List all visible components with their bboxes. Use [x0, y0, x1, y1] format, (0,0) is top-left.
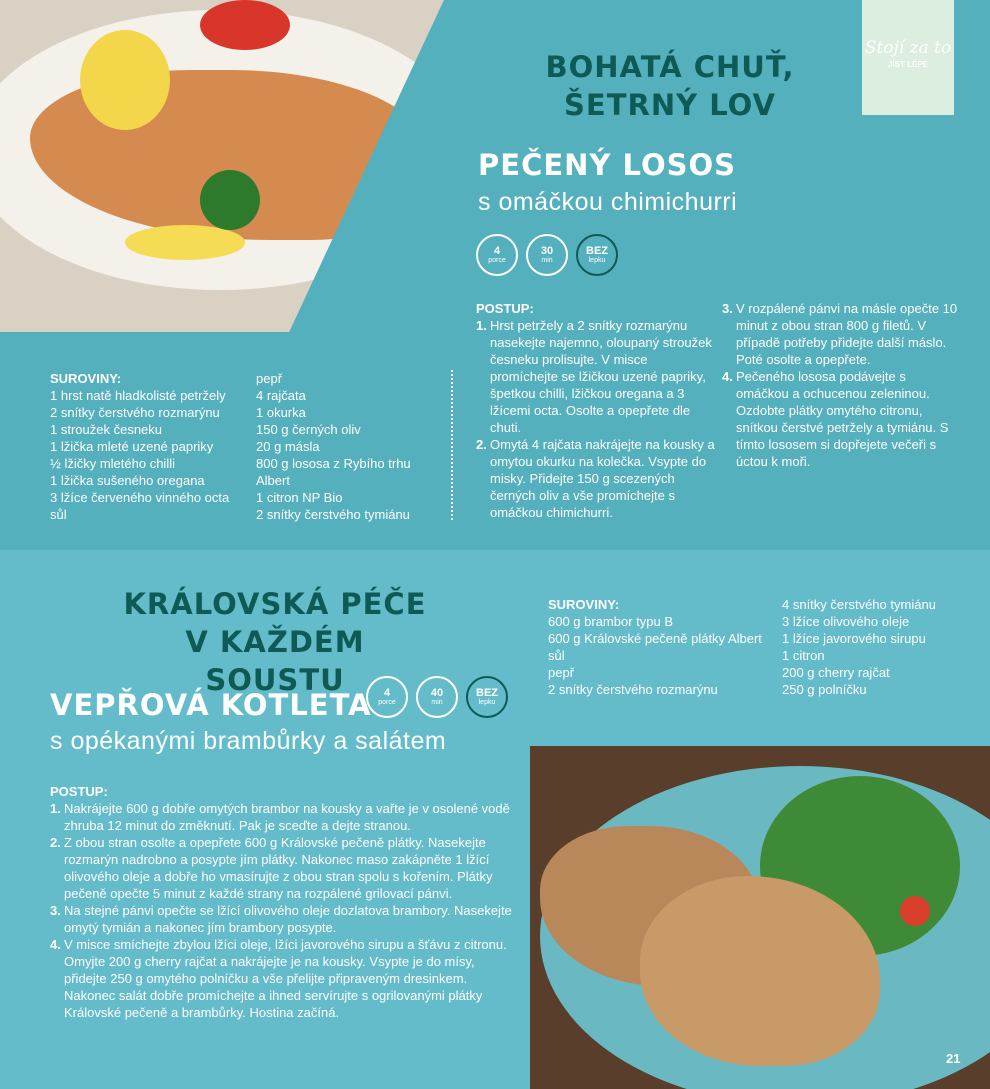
pork-ingredients-col1: [548, 596, 778, 698]
ingredient-item: 2 snítky čerstvého rozmarýnu: [50, 405, 220, 420]
step-item: [50, 936, 520, 1021]
ingredient-item: 600 g brambor typu B: [548, 614, 674, 629]
time-circle: 30 min: [526, 234, 568, 276]
step-number: 3.: [50, 903, 61, 918]
step-item: [50, 834, 520, 902]
step-number: 2.: [476, 437, 487, 452]
step-number: 2.: [50, 835, 61, 850]
step-text: Nakrájejte 600 g dobře omytých brambor na kousky a vařte je v osolené vodě zhruba 12 minut do změknutí. Pak je sceďte a dejte stranou.: [64, 801, 510, 833]
step-number: 1.: [476, 318, 487, 333]
ingredient-item: 250 g polníčku: [782, 682, 867, 697]
servings-circle: 4 porce: [366, 676, 408, 718]
ingredient-item: 1 citron: [782, 648, 825, 663]
pork-title: VEPŘOVÁ KOTLETA: [50, 688, 372, 722]
salmon-ingredients-col2: [256, 370, 436, 523]
time-circle: 40 min: [416, 676, 458, 718]
pork-info-circles: [366, 676, 508, 718]
salmon-steps-col2: [722, 300, 962, 470]
badge-line1: Stojí za to: [864, 38, 952, 58]
salmon-subtitle: s omáčkou chimichurri: [478, 188, 738, 216]
ingredient-item: 1 hrst natě hladkolisté petržely: [50, 388, 226, 403]
pork-header-line2: V KAŽDÉM SOUSTU: [185, 625, 365, 697]
step-text: Hrst petržely a 2 snítky rozmarýnu nasekejte najemno, oloupaný stroužek česneku prolisujte. V misce promíchejte se lžičkou uzené papriky, špetkou chilli, lžičkou oregana a 3 lžícemi octa. Osolte a opepřete dle chuti.: [490, 318, 712, 435]
salmon-header: [540, 48, 800, 124]
gluten-free-circle: BEZ lepku: [576, 234, 618, 276]
step-text: V misce smíchejte zbylou lžíci oleje, lžíci javorového sirupu a šťávu z citronu. Omyjte 200 g cherry rajčat a nakrájejte je na kousky. Vsypte je do mísy, přidejte 250 g omytého polníčku a vše přelijte připraveným dresinkem. Nakonec salát dobře promíchejte a ihned servírujte s ogrilovanými plátky Královské pečeně a brambůrky. Hostina začíná.: [64, 937, 507, 1020]
ingredient-item: 3 lžíce olivového oleje: [782, 614, 910, 629]
ingredient-item: 4 rajčata: [256, 388, 306, 403]
ingredient-item: 1 citron NP Bio: [256, 490, 343, 505]
step-number: 4.: [50, 937, 61, 952]
ingredient-item: 1 lžička mleté uzené papriky: [50, 439, 214, 454]
ingredient-item: 1 stroužek česneku: [50, 422, 163, 437]
ingredient-item: 1 lžíce javorového sirupu: [782, 631, 926, 646]
pork-photo: [530, 746, 990, 1089]
ingredient-item: pepř: [256, 371, 283, 386]
gluten-free-circle: BEZ lepku: [466, 676, 508, 718]
ingredient-item: 4 snítky čerstvého tymiánu: [782, 597, 936, 612]
ingredient-item: 3 lžíce červeného vinného octa: [50, 490, 230, 505]
step-item: [722, 368, 962, 470]
ingredient-item: 800 g lososa z Rybího trhu Albert: [256, 456, 411, 488]
servings-circle: 4 porce: [476, 234, 518, 276]
ingredient-item: sůl: [548, 648, 565, 663]
ingredient-item: 150 g černých oliv: [256, 422, 361, 437]
salmon-steps-col1: [476, 300, 716, 521]
step-text: Na stejné pánvi opečte se lžící olivového oleje dozlatova brambory. Nasekejte omytý tymián a nakonec jím brambory posypte.: [64, 903, 512, 935]
ingredient-item: ½ lžičky mletého chilli: [50, 456, 175, 471]
pork-ingredients-col2: [782, 596, 982, 698]
salmon-title: PEČENÝ LOSOS: [478, 148, 737, 182]
ingredient-item: 2 snítky čerstvého tymiánu: [256, 507, 410, 522]
step-number: 3.: [722, 301, 733, 316]
ingredient-item: 1 lžička sušeného oregana: [50, 473, 205, 488]
steps-label: POSTUP:: [476, 301, 534, 316]
salmon-info-circles: [476, 234, 618, 276]
pork-header-line1: KRÁLOVSKÁ PÉČE: [123, 587, 427, 621]
pork-subtitle: s opékanými brambůrky a salátem: [50, 727, 447, 755]
step-item: [50, 902, 520, 936]
salmon-ingredients-col1: [50, 370, 260, 523]
dotted-divider: [451, 370, 453, 520]
badge-line2: JÍST LÉPE: [887, 60, 928, 69]
pork-steps: [50, 783, 520, 1021]
step-number: 1.: [50, 801, 61, 816]
ingredients-label: SUROVINY:: [548, 597, 620, 612]
step-number: 4.: [722, 369, 733, 384]
step-item: [722, 300, 962, 368]
step-item: [476, 317, 716, 436]
ingredient-item: 20 g másla: [256, 439, 320, 454]
salmon-header-line2: ŠETRNÝ LOV: [564, 88, 776, 122]
steps-label: POSTUP:: [50, 784, 108, 799]
stoji-za-to-badge: [862, 0, 954, 115]
step-text: Z obou stran osolte a opepřete 600 g Královské pečeně plátky. Nasekejte rozmarýn nadrobno a posypte jím plátky. Nakonec maso zakápněte 1 lžící olivového oleje a dobře ho vmasírujte z obou stran spolu s kořením. Plátky pečeně opečte 5 minut z každé strany na rozpálené grilovací pánvi.: [64, 835, 493, 901]
salmon-photo: [0, 0, 500, 332]
ingredient-item: 200 g cherry rajčat: [782, 665, 890, 680]
step-text: Omytá 4 rajčata nakrájejte na kousky a omytou okurku na kolečka. Vsypte do misky. Přidejte 150 g scezených černých oliv a vše promíchejte s omáčkou chimichurri.: [490, 437, 715, 520]
page-number: 21: [946, 1051, 961, 1066]
ingredient-item: 1 okurka: [256, 405, 306, 420]
ingredients-label: SUROVINY:: [50, 371, 122, 386]
salmon-header-line1: BOHATÁ CHUŤ,: [545, 50, 795, 84]
step-item: [50, 800, 520, 834]
step-text: Pečeného lososa podávejte s omáčkou a ochucenou zeleninou. Ozdobte plátky omytého citronu, snítkou čerstvé petržely a tymiánu. S tímto lososem si dopřejete večeři s úctou k moři.: [736, 369, 949, 469]
ingredient-item: 2 snítky čerstvého rozmarýnu: [548, 682, 718, 697]
ingredient-item: pepř: [548, 665, 575, 680]
ingredient-item: 600 g Královské pečeně plátky Albert: [548, 631, 762, 646]
ingredient-item: sůl: [50, 507, 67, 522]
step-text: V rozpálené pánvi na másle opečte 10 minut z obou stran 800 g filetů. V případě potřeby přidejte další máslo. Poté osolte a opepřete.: [736, 301, 958, 367]
step-item: [476, 436, 716, 521]
